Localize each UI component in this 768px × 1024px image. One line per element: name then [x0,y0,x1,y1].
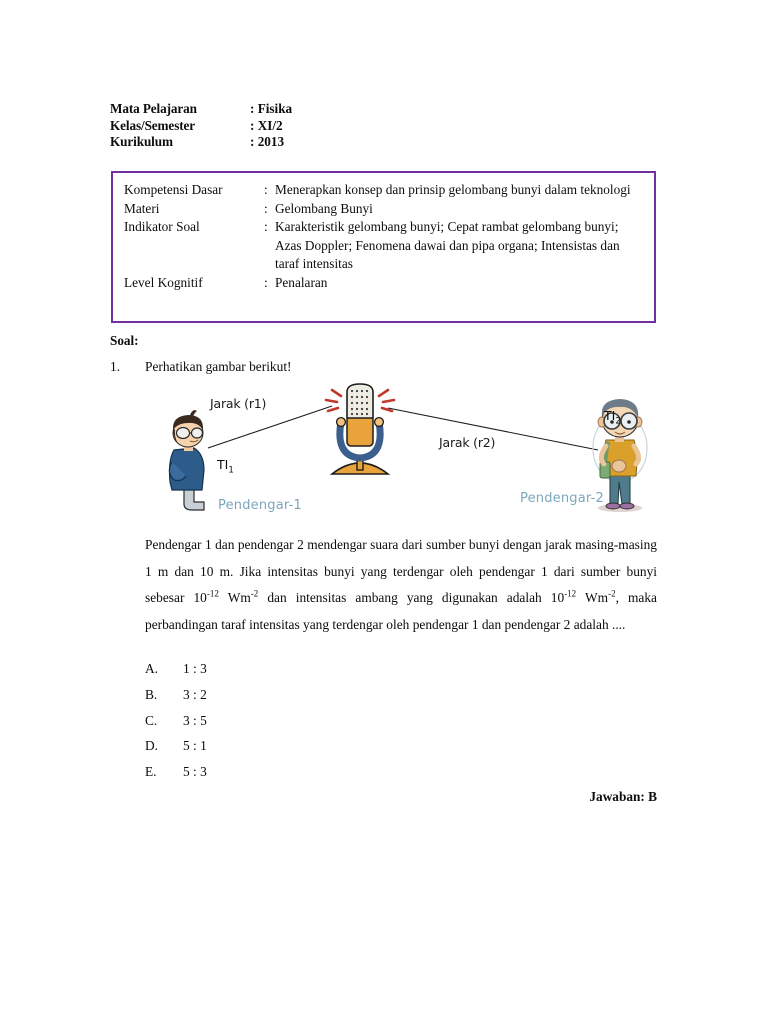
answer-key: Jawaban: B [589,789,657,804]
label-ti1-sub: 1 [228,465,234,476]
identity-table [111,171,656,323]
microphone-icon [326,384,394,474]
option-a-letter: A. [145,661,159,676]
listener-2-pants [610,474,630,504]
label-jarak-r1: Jarak (r1) [210,396,267,411]
row-key-kompetensi-dasar: Kompetensi Dasar [124,182,223,197]
row-value-kompetensi-dasar [264,181,644,200]
option-e-text: 5 : 3 [183,764,207,780]
colon-separator: : [264,219,268,234]
label-ti1-prefix: TI [217,457,229,472]
table-row [124,200,644,219]
meta-row [110,101,510,118]
body-part-4: Wm [576,590,609,605]
meta-label-subject: Mata Pelajaran [110,101,197,116]
meta-label-curriculum: Kurikulum [110,134,173,149]
option-d-letter: D. [145,738,159,754]
row-value-text: Gelombang Bunyi [275,200,373,216]
distance-line-r1 [208,406,332,448]
row-value-materi [264,200,644,219]
table-row [124,218,644,274]
sound-source-illustration [160,378,660,520]
listener-1-figure [169,410,204,510]
mic-pivot-left [337,418,346,427]
row-key-level-kognitif: Level Kognitif [124,274,203,290]
option-b-letter: B. [145,686,158,702]
meta-value-subject: : Fisika [250,101,293,116]
soal-heading: Soal: [110,333,139,348]
option-d-text: 5 : 1 [183,738,207,754]
option-c-text: 3 : 5 [183,712,207,728]
option-a-text: 1 : 3 [183,661,207,676]
option-c-letter: C. [145,712,158,728]
option-c[interactable] [145,713,445,739]
label-ti2-prefix: TI [604,408,616,423]
table-row [124,181,644,200]
question-body-paragraph [145,532,657,638]
colon-separator: : [264,182,268,197]
label-pendengar-1: Pendengar-1 [218,498,302,513]
row-key-indikator-soal: Indikator Soal [124,219,200,234]
body-part-2: Wm [218,590,251,605]
meta-row [110,134,510,151]
row-value-text: Karakteristik gelombang bunyi; Cepat rambat gelombang bunyi; Azas Doppler; Fenomena dawai dan pipa organa; Intensistas dan taraf intensitas [275,219,620,271]
label-ti2 [604,408,621,427]
question-number: 1. [110,359,121,374]
body-part-3: dan intensitas ambang yang digunakan adalah 10 [258,590,565,605]
document-meta-header [110,101,510,151]
label-ti2-sub: 2 [615,416,621,427]
mic-body [347,416,373,446]
body-part-5: , maka perbandingan taraf intensitas yang terdengar oleh pendengar 1 dan pendengar 2 adalah .... [145,590,657,632]
colon-separator: : [264,200,268,216]
row-value-text: Menerapkan konsep dan prinsip gelombang bunyi dalam teknologi [275,182,631,197]
option-e[interactable] [145,764,445,790]
question-stem: Perhatikan gambar berikut! [145,359,292,374]
sound-wave-right-icon [379,390,394,411]
listener-2-hands [612,460,626,472]
option-e-letter: E. [145,764,157,780]
meta-value-curriculum: : 2013 [250,134,285,149]
exponent-1: -12 [206,588,219,599]
label-ti1 [217,457,234,476]
option-b[interactable] [145,687,445,713]
meta-value-class: : XI/2 [250,117,283,133]
row-key-materi: Materi [124,200,160,216]
row-value-indikator-soal [264,218,644,274]
meta-label-class: Kelas/Semester [110,117,196,133]
exponent-2: -2 [250,588,259,599]
answer-options-list [145,661,445,790]
option-a[interactable] [145,661,445,687]
table-row [124,274,644,293]
listener-2-pupil-right [627,420,631,424]
meta-row [110,118,510,135]
label-jarak-r2: Jarak (r2) [439,435,496,450]
mic-pivot-right [375,418,384,427]
row-value-text: Penalaran [275,274,328,290]
exponent-4: -2 [608,588,616,599]
listener-2-shoe-left [606,503,620,509]
row-value-level-kognitif [264,274,644,293]
mic-grille [347,384,373,418]
label-pendengar-2: Pendengar-2 [520,491,604,506]
exponent-3: -12 [564,588,577,599]
option-d[interactable] [145,738,445,764]
option-b-text: 3 : 2 [183,686,207,702]
listener-2-shoe-right [620,503,634,509]
body-part-1: Pendengar 1 dan pendengar 2 mendengar suara dari sumber bunyi dengan jarak masing-masing 1 m dan 10 m. Jika intensitas bunyi yang terdengar oleh pendengar 1 dari sumber bunyi sebesar 10 [145,537,657,605]
colon-separator: : [264,274,268,290]
